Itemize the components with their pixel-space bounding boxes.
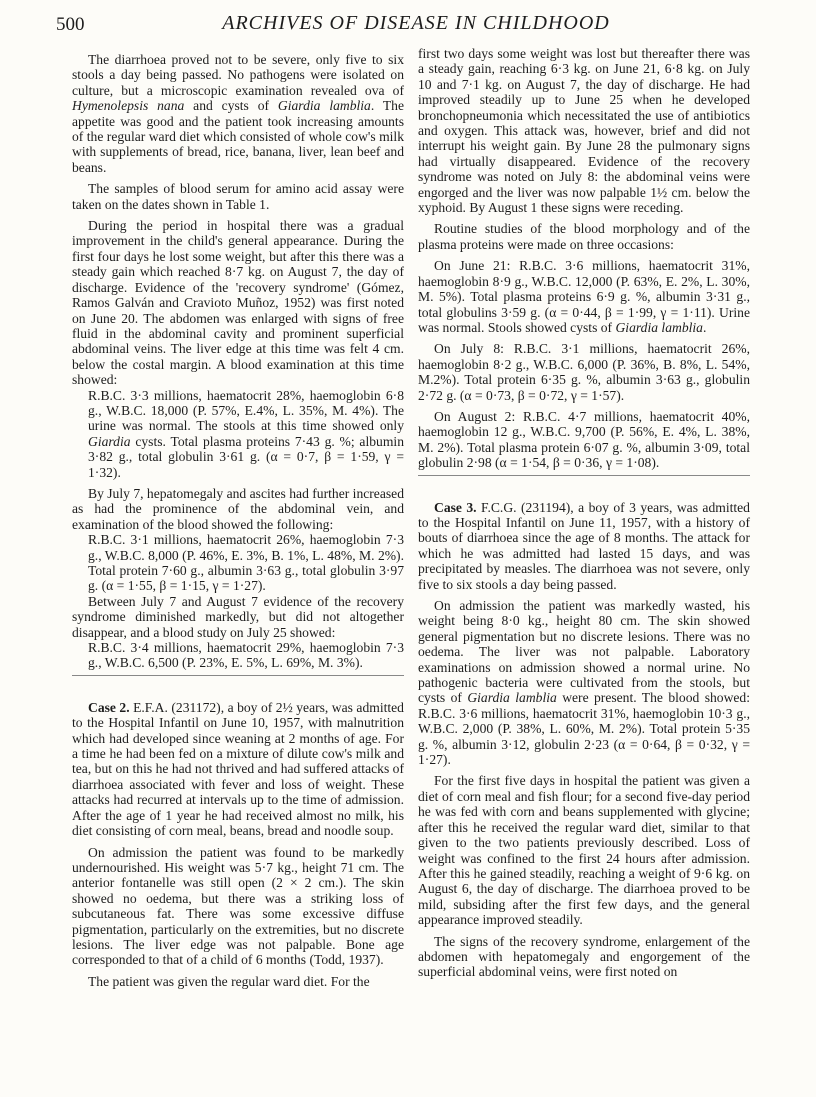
- section-divider: [418, 475, 750, 476]
- paragraph: On admission the patient was markedly wasted, his weight being 8·0 kg., height 80 cm. The skin showed general pigmentation but no discrete lesions. There was no oedema. The liver was not palpable. Laboratory examinations on admission showed a normal urine. No pathogenic bacteria were cultivated from the stools, but cysts of Giardia lamblia were present. The blood showed: R.B.C. 3·6 millions, haematocrit 31%, haemoglobin 10·3 g., W.B.C. 2,000 (P. 38%, L. 60%, M. 2%). Total protein 5·35 g. %, albumin 3·12, globulin 2·23 (α = 0·64, β = 0·32, γ = 1·27).: [418, 598, 751, 768]
- right-column: [418, 46, 750, 980]
- case-label: Case 2.: [88, 699, 130, 715]
- organism-name: Giardia: [88, 433, 131, 449]
- organism-name: Giardia lamblia: [615, 319, 703, 335]
- organism-name: Giardia lamblia: [467, 690, 557, 706]
- paragraph: The samples of blood serum for amino acid assay were taken on the dates shown in Table 1.: [72, 181, 404, 212]
- blood-examination: R.B.C. 3·4 millions, haematocrit 29%, haemoglobin 7·3 g., W.B.C. 6,500 (P. 23%, E. 5%, L. 69%, M. 3%).: [88, 640, 404, 671]
- organism-name: Giardia lamblia: [277, 98, 371, 114]
- case-2-intro: Case 2. E.F.A. (231172), a boy of 2½ years, was admitted to the Hospital Infantil on June 10, 1957, with malnutrition which had developed since weaning at 2 months of age. For a time he had been fed on a mixture of dilute cow's milk and tea, but on this he had not thrived and had suffered attacks of diarrhoea associated with fever and loss of weight. These attacks had recurred at intervals up to the time of admission. After the age of 1 year he had received almost no milk, his diet consisting of corn meal, beans, bread and noodle soup.: [72, 699, 404, 839]
- case-3-intro: Case 3. F.C.G. (231194), a boy of 3 years, was admitted to the Hospital Infantil on June 11, 1957, with a history of bouts of diarrhoea since the age of 8 months. The attack for which he was admitted had lasted 15 days, and was precipitated by measles. The diarrhoea was not severe, only five to six stools a day being passed.: [418, 499, 750, 592]
- case-label: Case 3.: [434, 499, 477, 515]
- paragraph: By July 7, hepatomegaly and ascites had further increased as had the prominence of the abdominal vein, and examination of the blood showed the following:: [72, 485, 404, 532]
- blood-examination: R.B.C. 3·1 millions, haematocrit 26%, haemoglobin 7·3 g., W.B.C. 8,000 (P. 46%, E. 3%, B. 1%, L. 48%, M. 2%). Total protein 7·60 g., albumin 3·63 g., total globulin 3·97 g. (α = 1·55, β = 1·15, γ = 1·27).: [88, 532, 404, 594]
- paragraph: The diarrhoea proved not to be severe, only five to six stools a day being passed. No pathogens were isolated on culture, but a microscopic examination revealed ova of Hymenolepsis nana and cysts of Giardia lamblia. The appetite was good and the patient took increasing amounts of the regular ward diet which consisted of whole cow's milk with supplements of bread, rice, banana, liver, lean beef and beans.: [72, 52, 405, 175]
- paragraph: first two days some weight was lost but thereafter there was a steady gain, reaching 6·3 kg. on June 21, 6·8 kg. on July 10 and 7·1 kg. on August 7, the day of discharge. He had improved steadily up to June 25 when he developed bronchopneumonia which necessitated the use of antibiotics and oxygen. This attack was, however, brief and did not interrupt his weight gain. By June 28 the pulmonary signs had virtually disappeared. Evidence of the recovery syndrome was noted on July 8: the abdominal veins were engorged and the liver was now palpable 1½ cm. below the xyphoid. By August 1 these signs were receding.: [418, 46, 750, 216]
- left-column: [72, 52, 404, 989]
- organism-name: Hymenolepsis nana: [72, 98, 185, 114]
- page-header: [56, 6, 776, 38]
- blood-examination: R.B.C. 3·3 millions, haematocrit 28%, haemoglobin 6·8 g., W.B.C. 18,000 (P. 57%, E.4%, L. 35%, M. 4%). The urine was normal. The stools at this time showed only Giardia cysts. Total plasma proteins 7·43 g. %; albumin 3·82 g., total globulin 3·61 g. (α = 0·7, β = 1·59, γ = 1·32).: [88, 387, 404, 480]
- paragraph: For the first five days in hospital the patient was given a diet of corn meal and fish flour; for a second five-day period he was fed with corn and beans supplemented with glycine; after this he received the regular ward diet, similar to that given to the two patients previously described. Loss of weight was confined to the first 24 hours after admission. After this he gained steadily, reaching a weight of 9·6 kg. on August 6, the day of discharge. The diarrhoea proved to be mild, subsiding after the first few days, and the general appearance improved steadily.: [418, 773, 750, 928]
- paragraph: Between July 7 and August 7 evidence of the recovery syndrome diminished markedly, but did not altogether disappear, and a blood study on July 25 showed:: [72, 593, 404, 640]
- journal-title: ARCHIVES OF DISEASE IN CHILDHOOD: [222, 12, 610, 34]
- paragraph: The signs of the recovery syndrome, enlargement of the abdomen with hepatomegaly and engorgement of the superficial abdominal veins, were first noted on: [418, 933, 750, 980]
- page-number: 500: [56, 14, 85, 35]
- section-divider: [72, 675, 404, 676]
- paragraph: The patient was given the regular ward diet. For the: [88, 973, 370, 989]
- paragraph: On admission the patient was found to be markedly undernourished. His weight was 5·7 kg., height 71 cm. The anterior fontanelle was still open (2 × 2 cm.). The skin showed no oedema, but there was a striking loss of subcutaneous fat. There was some excessive diffuse pigmentation, particularly on the extremities, but no discrete lesions. The liver edge was not palpable. Bone age corresponded to that of a child of 6 months (Todd, 1937).: [72, 844, 404, 968]
- blood-study: On August 2: R.B.C. 4·7 millions, haematocrit 40%, haemoglobin 12 g., W.B.C. 9,700 (P. 56%, E. 4%, L. 38%, M. 2%). Total plasma protein 6·07 g. %, albumin 3·09, total globulin 2·98 (α = 1·54, β = 0·36, γ = 1·08).: [418, 408, 750, 471]
- paragraph: During the period in hospital there was a gradual improvement in the child's general appearance. During the first four days he lost some weight, but after this there was a steady gain which reached 8·7 kg. on August 7, the day of discharge. Evidence of the 'recovery syndrome' (Gómez, Ramos Galván and Cravioto Muñoz, 1952) was first noted on June 20. The abdomen was enlarged with signs of free fluid in the abdominal cavity and prominent superficial abdominal veins. The liver edge at this time was felt 4 cm. below the costal margin. A blood examination at this time showed:: [72, 218, 404, 388]
- paragraph: Routine studies of the blood morphology and of the plasma proteins were made on three occasions:: [418, 221, 750, 252]
- blood-study: On July 8: R.B.C. 3·1 millions, haematocrit 26%, haemoglobin 8·2 g., W.B.C. 6,000 (P. 36%, B. 8%, L. 54%, M.2%). Total protein 6·35 g. %, albumin 3·63 g., globulin 2·72 g. (α = 0·73, β = 0·72, γ = 1·57).: [418, 341, 750, 403]
- blood-study: On June 21: R.B.C. 3·6 millions, haematocrit 31%, haemoglobin 8·9 g., W.B.C. 12,000 (P. 63%, E. 2%, L. 30%, M. 5%). Total plasma proteins 6·9 g. %, albumin 3·31 g., total globulins 3·59 g. (α = 0·44, β = 1·99, γ = 1·11). Urine was normal. Stools showed cysts of Giardia lamblia.: [418, 258, 750, 335]
